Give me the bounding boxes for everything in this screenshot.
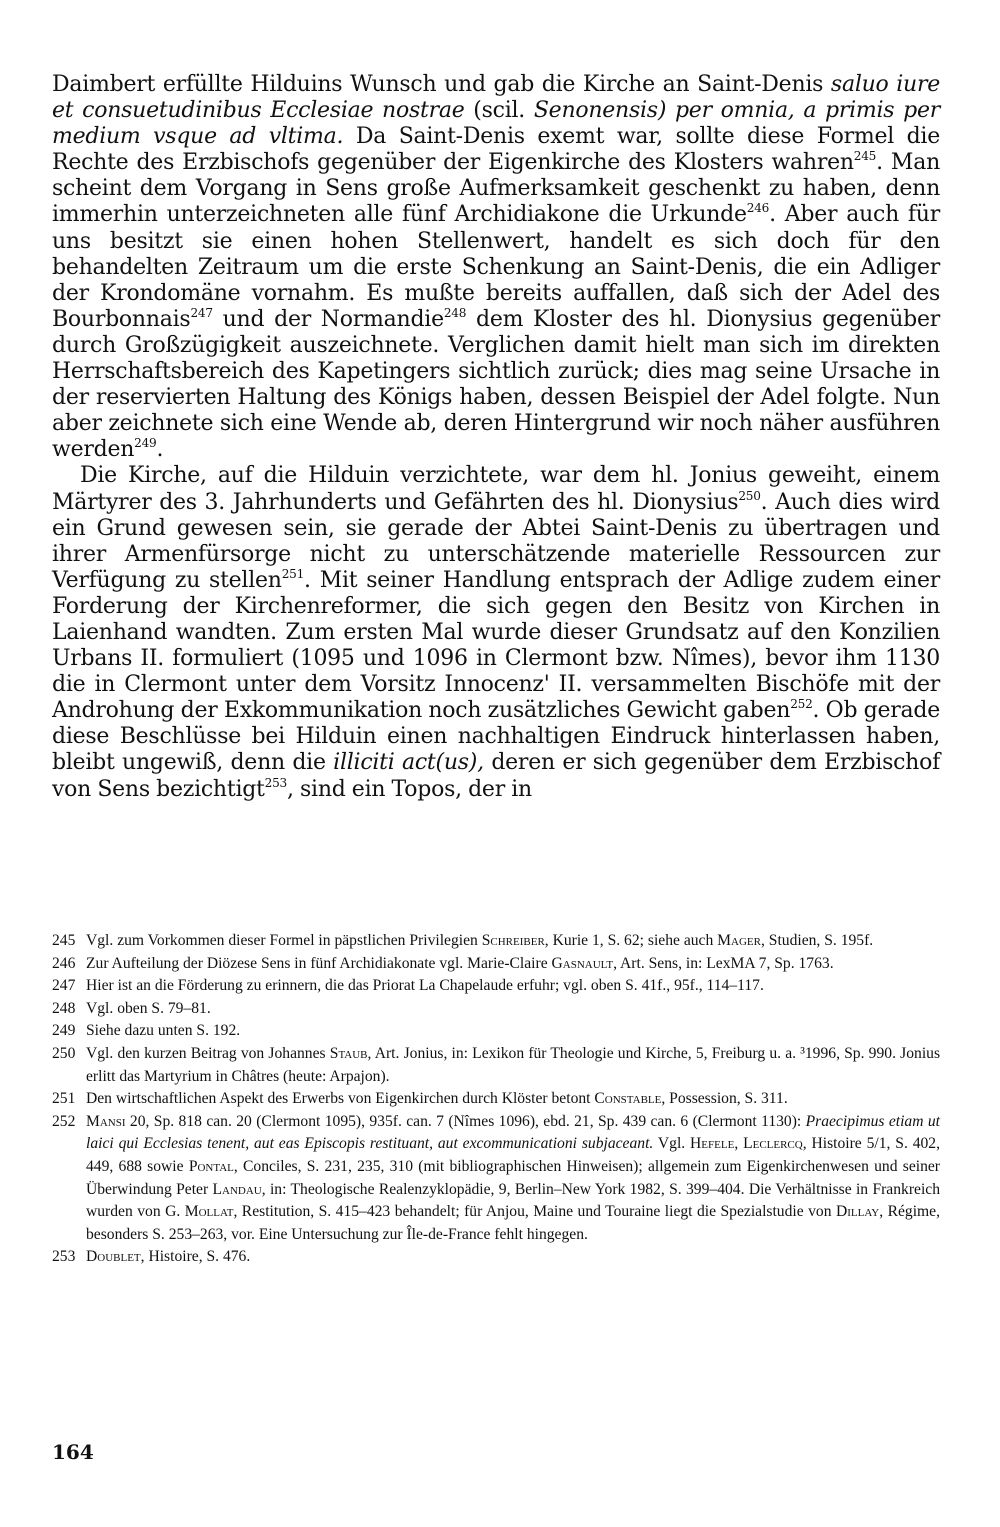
footnote-ref-245: 245 bbox=[853, 149, 877, 164]
latin-quote: saluo iure et consuetudinibus Ecclesiae nostrae bbox=[52, 72, 940, 124]
footnote-text-segment: , Studien, S. 195f. bbox=[760, 932, 874, 949]
footnote-247 bbox=[52, 975, 940, 998]
footnote-ref-247: 247 bbox=[190, 305, 213, 320]
main-text bbox=[52, 72, 940, 803]
footnote-251 bbox=[52, 1088, 940, 1111]
author-name: Leclercq bbox=[743, 1135, 803, 1153]
footnote-ref-253: 253 bbox=[264, 775, 287, 790]
footnote-text-segment: Den wirtschaftlichen Aspekt des Erwerbs von Eigenkirchen durch Klöster betont bbox=[86, 1090, 595, 1108]
author-name: Mager bbox=[717, 932, 761, 949]
author-name: Constable bbox=[594, 1090, 662, 1108]
footnote-number: 253 bbox=[52, 1248, 76, 1266]
footnote-text-segment: Vgl. bbox=[653, 1135, 691, 1153]
footnote-text bbox=[86, 930, 940, 953]
footnote-ref-250: 250 bbox=[738, 488, 761, 503]
paragraph-1: Daimbert erfüllte Hilduins Wunsch und gab die Kirche an Saint-Denis saluo iure et consuetudinibus Ecclesiae nostrae (scil. Senonensis) per omnia, a primis per medium vsque ad vltima. Da Saint-Denis exemt war, sollte diese Formel die Rechte des Erzbischofs gegenüber der Eigenkirche des Klosters wahren$^{245}$. Man scheint dem Vorgang in Sens große Aufmerksamkeit geschenkt zu haben, denn immerhin unterzeichneten alle fünf Archidiakone die Urkunde$^{246}$. Aber auch für uns besitzt sie einen hohen Stellenwert, handelt es sich doch für den behandelten Zeitraum um die erste Schenkung an Saint-Denis, die ein Adliger der Krondomäne vornahm. Es mußte bereits auffallen, daß sich der Adel des Bourbonnais$^{247}$ und der Normandie$^{248}$ dem Kloster des hl. Dionysius gegenüber durch Großzügigkeit auszeichnete. Verglichen damit hielt man sich im direkten Herrschaftsbereich des Kapetingers sichtlich zurück; dies mag seine Ursache in der reservierten Haltung des Königs haben, dessen Beispiel der Adel folgte. Nun aber zeichnete sich eine Wende ab, deren Hintergrund wir noch näher ausführen werden$^{249}$. bbox=[52, 72, 940, 463]
footnote-text-segment: , Histoire, S. 476. bbox=[140, 1248, 251, 1266]
footnote-ref-249: 249 bbox=[134, 436, 157, 451]
footnote-text-segment: , bbox=[734, 1135, 744, 1153]
footnote-text bbox=[86, 975, 940, 998]
footnote-text-segment: Hier ist an die Förderung zu erinnern, die das Priorat La Chapelaude erfuhr; vgl. oben S. 41f., 95f., 114–117. bbox=[86, 977, 764, 995]
footnote-text-segment: , Conciles, S. 231, 235, 310 (mit bibliographischen Hinweisen); allgemein zum Eigenkirchenwesen und seiner Überwindung Peter bbox=[86, 1157, 940, 1198]
footnote-text-segment: , Histoire 5/1, S. 402, 449, 688 sowie bbox=[86, 1135, 940, 1175]
footnote-number: 251 bbox=[52, 1090, 76, 1108]
footnote-text-segment: Siehe dazu unten S. 192. bbox=[86, 1022, 241, 1040]
footnote-number: 252 bbox=[52, 1112, 76, 1130]
footnote-text-segment: , Kurie 1, S. 62; siehe auch bbox=[544, 932, 718, 949]
footnote-ref-246: 246 bbox=[746, 201, 770, 216]
footnote-text-segment: , Possession, S. 311. bbox=[661, 1090, 788, 1108]
footnote-number: 245 bbox=[52, 932, 76, 949]
footnotes bbox=[52, 930, 940, 1269]
author-name: Gasnault bbox=[551, 954, 614, 972]
footnote-text bbox=[86, 998, 940, 1021]
author-name: Hefele bbox=[690, 1135, 735, 1153]
footnote-text-segment: Vgl. zum Vorkommen dieser Formel in päpstlichen Privilegien bbox=[86, 932, 482, 949]
footnote-246 bbox=[52, 953, 940, 976]
footnote-text bbox=[86, 1020, 940, 1043]
author-name: Schreiber bbox=[481, 932, 545, 949]
footnote-text-segment: , Restitution, S. 415–423 behandelt; für Anjou, Maine und Touraine liegt die Spezialstudie von bbox=[233, 1203, 836, 1221]
footnote-253 bbox=[52, 1246, 940, 1269]
author-name: Mansi bbox=[86, 1112, 126, 1130]
footnote-number: 247 bbox=[52, 977, 76, 995]
footnote-number: 246 bbox=[52, 954, 76, 972]
footnote-text-segment: , Régime, besonders S. 253–263, vor. Eine Untersuchung zur Île-de-France fehlt hingegen. bbox=[86, 1203, 941, 1243]
footnote-number: 250 bbox=[52, 1044, 76, 1062]
footnote-text bbox=[86, 1043, 940, 1088]
author-name: Dillay bbox=[835, 1203, 880, 1221]
footnote-text bbox=[86, 1088, 940, 1111]
page-number: 164 bbox=[52, 1440, 94, 1464]
footnote-text-segment: , Art. Sens, in: LexMA 7, Sp. 1763. bbox=[613, 954, 834, 972]
footnote-245 bbox=[52, 930, 940, 953]
latin-quote: illiciti act(us), bbox=[333, 750, 484, 776]
footnote-text-segment: Zur Aufteilung der Diözese Sens in fünf Archidiakonate vgl. Marie-Claire bbox=[86, 954, 552, 972]
author-name: Staub bbox=[329, 1044, 368, 1062]
footnote-ref-251: 251 bbox=[281, 566, 305, 581]
footnote-text bbox=[86, 1246, 940, 1269]
footnote-ref-252: 252 bbox=[790, 697, 813, 712]
footnote-text-segment: 20, Sp. 818 can. 20 (Clermont 1095), 935f. can. 7 (Nîmes 1096), ebd. 21, Sp. 439 can. 6 (Clermont 1130): bbox=[125, 1112, 806, 1130]
footnote-text-segment: Vgl. oben S. 79–81. bbox=[86, 999, 211, 1017]
paragraph-2: Die Kirche, auf die Hilduin verzichtete, war dem hl. Jonius geweiht, einem Märtyrer des 3. Jahrhunderts und Gefährten des hl. Dionysius$^{250}$. Auch dies wird ein Grund gewesen sein, sie gerade der Abtei Saint-Denis zu übertragen und ihrer Armenfürsorge nicht zu unterschätzende materielle Ressourcen zur Verfügung zu stellen$^{251}$. Mit seiner Handlung entsprach der Adlige zudem einer Forderung der Kirchenreformer, die sich gegen den Besitz von Kirchen in Laienhand wandten. Zum ersten Mal wurde dieser Grundsatz auf den Konzilien Urbans II. formuliert (1095 und 1096 in Clermont bzw. Nîmes), bevor ihm 1130 die in Clermont unter dem Vorsitz Innocenz' II. versammelten Bischöfe mit der Androhung der Exkommunikation noch zusätzliches Gewicht gaben$^{252}$. Ob gerade diese Beschlüsse bei Hilduin einen nachhaltigen Eindruck hinterlassen haben, bleibt ungewiß, denn die illiciti act(us), deren er sich gegenüber dem Erzbischof von Sens bezichtigt$^{253}$, sind ein Topos, der in bbox=[52, 463, 940, 802]
footnote-250 bbox=[52, 1043, 940, 1088]
author-name: Pontal bbox=[188, 1157, 234, 1175]
author-name: Doublet bbox=[86, 1248, 141, 1266]
latin-quote: Praecipimus etiam ut laici qui Ecclesias tenent, aut eas Episcopis restituant, aut excommunicationi subjaceant. bbox=[86, 1112, 940, 1153]
footnote-ref-248: 248 bbox=[443, 305, 467, 320]
footnote-number: 248 bbox=[52, 999, 76, 1017]
footnote-number: 249 bbox=[52, 1022, 76, 1040]
footnote-text-segment: Vgl. den kurzen Beitrag von Johannes bbox=[86, 1044, 330, 1062]
latin-quote: Senonensis) per omnia, a primis per medium vsque ad vltima. bbox=[52, 98, 940, 150]
footnote-text bbox=[86, 953, 940, 976]
footnote-248 bbox=[52, 998, 940, 1021]
author-name: Landau bbox=[212, 1180, 262, 1198]
footnote-249 bbox=[52, 1020, 940, 1043]
footnote-text-segment: , in: Theologische Realenzyklopädie, 9, Berlin–New York 1982, S. 399–404. Die Verhältnisse in Frankreich wurden von G. bbox=[86, 1180, 940, 1221]
author-name: Mollat bbox=[184, 1203, 234, 1221]
footnote-text-segment: , Art. Jonius, in: Lexikon für Theologie und Kirche, 5, Freiburg u. a. ³1996, Sp. 990. Jonius erlitt das Martyrium in Châtres (heute: Arpajon). bbox=[86, 1044, 941, 1085]
footnote-252 bbox=[52, 1111, 940, 1247]
footnote-text bbox=[86, 1111, 940, 1247]
